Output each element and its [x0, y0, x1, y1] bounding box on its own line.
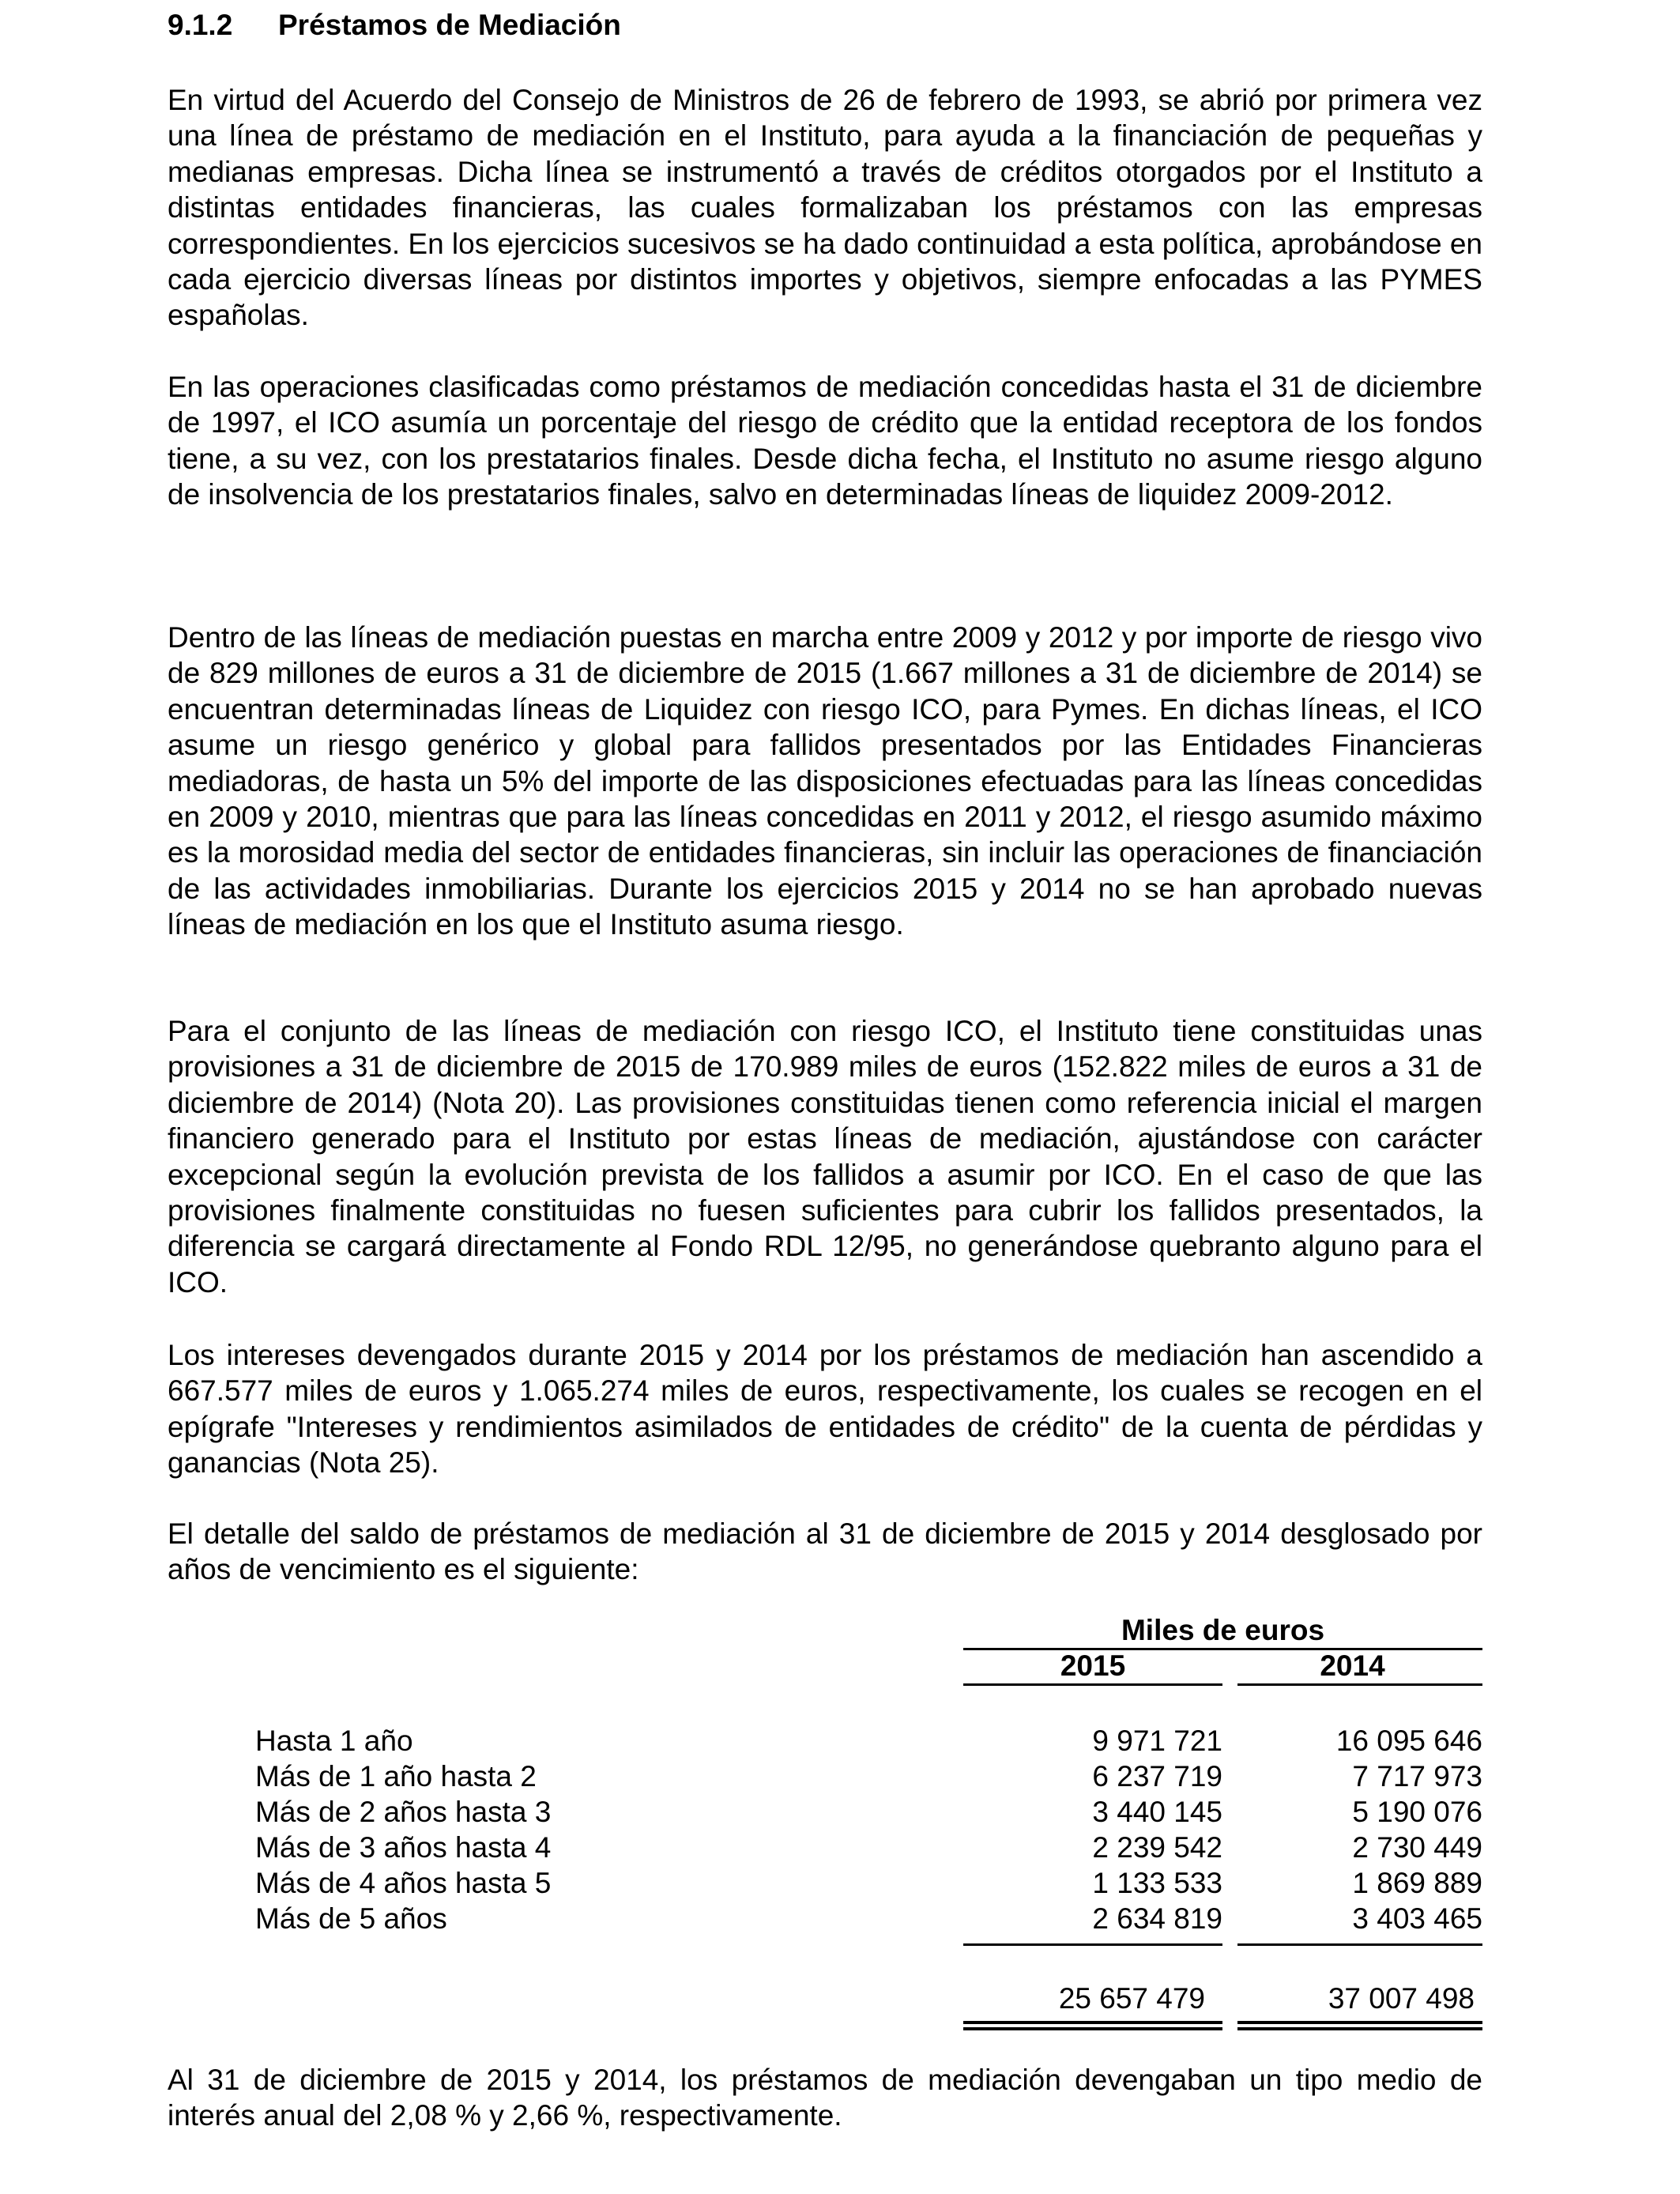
row-value-2015: 2 239 542 — [1092, 1831, 1222, 1864]
row-value-2014: 16 095 646 — [1335, 1725, 1482, 1757]
total-value-2014: 37 007 498 — [1328, 1982, 1475, 2015]
paragraph-liquidity-lines: Dentro de las líneas de mediación puestas en marcha entre 2009 y 2012 y por importe de riesgo vivo de 829 millones de euros a 31 de diciembre de 2015 (1.667 millones a 31 de diciembre de 2014) se encuentran determinadas líneas de Liquidez con riesgo ICO, para Pymes. En dichas líneas, el ICO asume un riesgo genérico y global para fallidos presentados por las Entidades Financieras mediadoras, de hasta un 5% del importe de las disposiciones efectuadas para las líneas concedidas en 2009 y 2010, mientras que para las líneas concedidas en 2011 y 2012, el riesgo asumido máximo es la morosidad media del sector de entidades financieras, sin incluir las operaciones de financiación de las actividades inmobiliarias. Durante los ejercicios 2015 y 2014 no se han aprobado nuevas líneas de mediación en los que el Instituto asuma riesgo. — [168, 621, 1482, 941]
paragraph-interest-accrued: Los intereses devengados durante 2015 y 2014 por los préstamos de mediación han ascendido a 667.577 miles de euros y 1.065.274 miles de euros, respectivamente, los cuales se recogen en el epígrafe "Intereses y rendimientos asimilados de entidades de crédito" de la cuenta de pérdidas y ganancias (Nota 25). — [168, 1339, 1482, 1480]
row-label: Más de 3 años hasta 4 — [255, 1831, 552, 1864]
subtotal-rule-2014 — [1237, 1943, 1482, 1946]
row-value-2015: 3 440 145 — [1092, 1796, 1222, 1828]
total-double-rule-top-2014 — [1237, 2021, 1482, 2024]
total-double-rule-top-2015 — [963, 2021, 1222, 2024]
total-double-rule-bottom-2015 — [963, 2027, 1222, 2030]
paragraph-intro: En virtud del Acuerdo del Consejo de Ministros de 26 de febrero de 1993, se abrió por primera vez una línea de préstamo de mediación en el Instituto, para ayuda a la financiación de pequeñas y medianas empresas. Dicha línea se instrumentó a través de créditos otorgados por el Instituto a distintas entidades financieras, las cuales formalizaban los préstamos con las empresas correspondientes. En los ejercicios sucesivos se ha dado continuidad a esta política, aprobándose en cada ejercicio diversas líneas por distintos importes y objetivos, siempre enfocadas a las PYMES españolas. — [168, 84, 1482, 332]
row-value-2014: 2 730 449 — [1352, 1831, 1482, 1864]
section-heading — [168, 11, 621, 40]
row-value-2014: 7 717 973 — [1352, 1760, 1482, 1793]
row-label: Más de 1 año hasta 2 — [255, 1760, 537, 1793]
year-rule-2014 — [1237, 1683, 1482, 1686]
year-header-2014: 2014 — [1320, 1649, 1385, 1682]
year-rule-2015 — [963, 1683, 1222, 1686]
row-value-2015: 9 971 721 — [1092, 1725, 1222, 1757]
row-label: Más de 2 años hasta 3 — [255, 1796, 552, 1828]
total-double-rule-bottom-2014 — [1237, 2027, 1482, 2030]
row-value-2015: 2 634 819 — [1092, 1902, 1222, 1935]
row-label: Más de 4 años hasta 5 — [255, 1867, 552, 1899]
maturity-table — [168, 1612, 1482, 2039]
paragraph-risk-until-1997: En las operaciones clasificadas como préstamos de mediación concedidas hasta el 31 de diciembre de 1997, el ICO asumía un porcentaje del riesgo de crédito que la entidad receptora de los fondos tiene, a su vez, con los prestatarios finales. Desde dicha fecha, el Instituto no asume riesgo alguno de insolvencia de los prestatarios finales, salvo en determinadas líneas de liquidez 2009-2012. — [168, 371, 1482, 511]
section-title: Préstamos de Mediación — [278, 9, 621, 41]
paragraph-average-rate: Al 31 de diciembre de 2015 y 2014, los préstamos de mediación devengaban un tipo medio de interés anual del 2,08 % y 2,66 %, respectivamente. — [168, 2064, 1482, 2132]
row-value-2014: 5 190 076 — [1352, 1796, 1482, 1828]
row-label: Más de 5 años — [255, 1902, 447, 1935]
row-value-2014: 3 403 465 — [1352, 1902, 1482, 1935]
paragraph-table-intro: El detalle del saldo de préstamos de mediación al 31 de diciembre de 2015 y 2014 desglosado por años de vencimiento es el siguiente: — [168, 1517, 1482, 1586]
row-value-2015: 1 133 533 — [1092, 1867, 1222, 1899]
row-label: Hasta 1 año — [255, 1725, 413, 1757]
row-value-2015: 6 237 719 — [1092, 1760, 1222, 1793]
section-number: 9.1.2 — [168, 9, 233, 41]
year-header-2015: 2015 — [1060, 1649, 1126, 1682]
subtotal-rule-2015 — [963, 1943, 1222, 1946]
paragraph-provisions: Para el conjunto de las líneas de mediación con riesgo ICO, el Instituto tiene constituidas unas provisiones a 31 de diciembre de 2015 de 170.989 miles de euros (152.822 miles de euros a 31 de diciembre de 2014) (Nota 20). Las provisiones constituidas tienen como referencia inicial el margen financiero generado para el Instituto por estas líneas de mediación, ajustándose con carácter excepcional según la evolución prevista de los fallidos a asumir por ICO. En el caso de que las provisiones finalmente constituidas no fuesen suficientes para cubrir los fallidos presentados, la diferencia se cargará directamente al Fondo RDL 12/95, no generándose quebranto alguno para el ICO. — [168, 1015, 1482, 1299]
row-value-2014: 1 869 889 — [1352, 1867, 1482, 1899]
table-units-header: Miles de euros — [1121, 1614, 1325, 1646]
total-value-2015: 25 657 479 — [1058, 1982, 1205, 2015]
